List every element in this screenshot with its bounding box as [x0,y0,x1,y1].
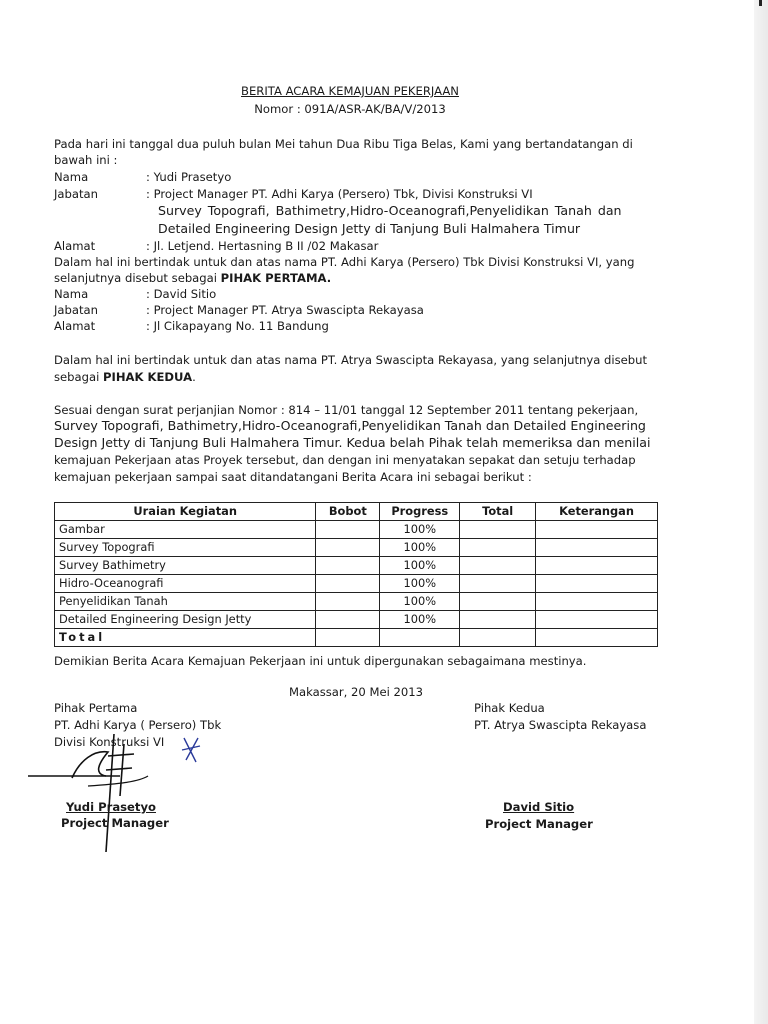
cell-progress: 100% [380,611,460,629]
party1-address-label: Alamat [54,239,96,253]
party1-position-line-3: Detailed Engineering Design Jetty di Tanjung Buli Halmahera Timur [158,221,581,236]
cell-progress [380,629,460,647]
cell-total [460,575,536,593]
party2-acting-line-2: sebagai PIHAK KEDUA. [54,370,196,384]
table-total-row [55,629,658,647]
cell-weight [316,629,380,647]
cell-activity: Gambar [55,521,316,539]
header-bobot: Bobot [316,503,380,521]
party1-name-label: Nama [54,170,89,184]
left-signatory-title: Project Manager [61,816,169,830]
cell-total [460,629,536,647]
cell-activity: Detailed Engineering Design Jetty [55,611,316,629]
party2-position-label: Jabatan [54,303,98,317]
party1-acting-line-1: Dalam hal ini bertindak untuk dan atas nama PT. Adhi Karya (Persero) Tbk Divisi Konstruksi VI, yang [54,255,635,269]
cell-activity: Survey Bathimetry [55,557,316,575]
cell-total-label: Total [55,629,316,647]
party2-position-value: : Project Manager PT. Atrya Swascipta Rekayasa [146,303,424,317]
right-role: Pihak Kedua [474,701,545,715]
cell-weight [316,557,380,575]
party1-acting-line-2: selanjutnya disebut sebagai PIHAK PERTAMA. [54,271,332,285]
header-progress: Progress [380,503,460,521]
right-signatory-title: Project Manager [485,817,593,831]
header-total: Total [460,503,536,521]
progress-table [54,502,658,647]
cell-activity: Survey Topografi [55,539,316,557]
cell-total [460,557,536,575]
right-company: PT. Atrya Swascipta Rekayasa [474,718,647,732]
cell-activity: Hidro-Oceanografi [55,575,316,593]
party1-position-value: : Project Manager PT. Adhi Karya (Persero) Tbk, Divisi Konstruksi VI [146,187,533,201]
agreement-line-5: kemajuan pekerjaan sampai saat ditandatangani Berita Acara ini sebagai berikut : [54,470,532,484]
party2-acting-line-1: Dalam hal ini bertindak untuk dan atas nama PT. Atrya Swascipta Rekayasa, yang selanjutnya disebut [54,353,648,367]
intro-line-1: Pada hari ini tanggal dua puluh bulan Mei tahun Dua Ribu Tiga Belas, Kami yang bertandatangan di [54,137,633,151]
agreement-line-2: Survey Topografi, Bathimetry,Hidro-Oceanografi,Penyelidikan Tanah dan Detailed Engineering [54,418,646,433]
cell-activity: Penyelidikan Tanah [55,593,316,611]
party1-position-label: Jabatan [54,187,98,201]
party2-address-value: : Jl Cikapayang No. 11 Bandung [146,319,329,333]
table-row [55,539,658,557]
party2-name-label: Nama [54,287,89,301]
cell-progress: 100% [380,539,460,557]
cell-total [460,521,536,539]
party2-address-label: Alamat [54,319,96,333]
cell-note [536,575,658,593]
cell-weight [316,593,380,611]
cell-progress: 100% [380,575,460,593]
cell-progress: 100% [380,557,460,575]
cell-weight [316,521,380,539]
cell-progress: 100% [380,521,460,539]
document-title: BERITA ACARA KEMAJUAN PEKERJAAN [241,84,459,98]
cell-total [460,611,536,629]
agreement-line-4: kemajuan Pekerjaan atas Proyek tersebut, dan dengan ini menyatakan sepakat dan setuju terhadap [54,453,636,467]
closing-statement: Demikian Berita Acara Kemajuan Pekerjaan ini untuk dipergunakan sebagaimana mestinya. [54,654,587,668]
party1-position-line-2: Survey Topografi, Bathimetry,Hidro-Oceanografi,Penyelidikan Tanah dan [158,203,622,218]
cell-weight [316,539,380,557]
cell-weight [316,575,380,593]
page-edge [754,0,768,1024]
agreement-line-3: Design Jetty di Tanjung Buli Halmahera Timur. Kedua belah Pihak telah memeriksa dan menilai [54,435,651,450]
left-division: Divisi Konstruksi VI [54,735,165,749]
left-signatory-name: Yudi Prasetyo [66,800,156,814]
table-row [55,575,658,593]
cell-progress: 100% [380,593,460,611]
cell-note [536,611,658,629]
cell-weight [316,611,380,629]
table-row [55,557,658,575]
left-company: PT. Adhi Karya ( Persero) Tbk [54,718,222,732]
cell-note [536,539,658,557]
table-row [55,521,658,539]
party1-address-value: : Jl. Letjend. Hertasning B II /02 Makasar [146,239,379,253]
agreement-line-1: Sesuai dengan surat perjanjian Nomor : 814 – 11/01 tanggal 12 September 2011 tentang pekerjaan, [54,403,639,417]
document-number: Nomor : 091A/ASR-AK/BA/V/2013 [254,102,446,116]
right-signatory-name: David Sitio [503,800,575,814]
cell-note [536,557,658,575]
party2-name-value: : David Sitio [146,287,217,301]
left-role: Pihak Pertama [54,701,138,715]
table-row [55,593,658,611]
cell-total [460,593,536,611]
header-uraian: Uraian Kegiatan [55,503,316,521]
party1-name-value: : Yudi Prasetyo [146,170,232,184]
intro-line-2: bawah ini : [54,153,118,167]
table-row [55,611,658,629]
cell-note [536,521,658,539]
corner-mark [759,0,762,6]
place-date: Makassar, 20 Mei 2013 [289,685,424,699]
cell-total [460,539,536,557]
cell-note [536,629,658,647]
cell-note [536,593,658,611]
table-header-row [55,503,658,521]
header-keterangan: Keterangan [536,503,658,521]
signature-scribble [28,730,188,855]
